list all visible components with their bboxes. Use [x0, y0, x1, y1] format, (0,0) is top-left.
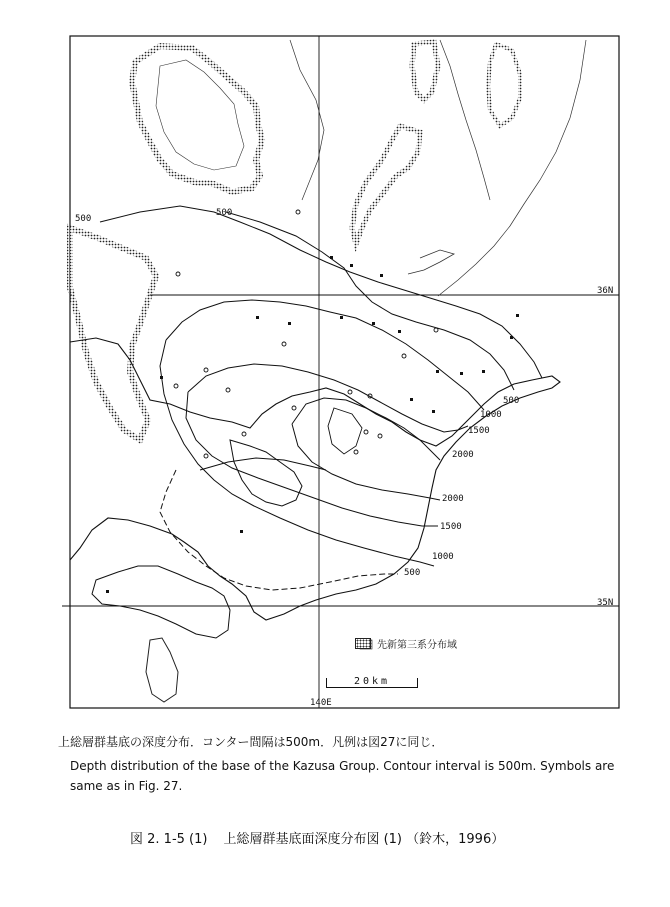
contour-label-500-south: 500: [404, 568, 421, 578]
scale-label: 20km: [353, 676, 391, 687]
coastline-bay-island: [328, 408, 362, 454]
contour-1000-north: [166, 300, 484, 410]
latitude-label-35n: 35N: [597, 598, 614, 608]
caption-english: Depth distribution of the base of the Kazusa Group. Contour interval is 500m. Symbols are same as in Fig. 27.: [70, 759, 615, 793]
borehole-open-symbols: [174, 210, 438, 458]
coastline-bay-inner: [230, 440, 302, 506]
contour-label-1000-east: 1000: [480, 410, 502, 420]
river-kinu: [440, 40, 490, 200]
map-legend: [355, 636, 457, 651]
scale-bar: [326, 676, 418, 690]
legend-label: 先新第三系分布域: [377, 640, 457, 651]
legend-swatch-icon: [355, 638, 371, 649]
pre-neogene-outcrop-kanto-west: [70, 228, 156, 440]
coastline-miura-izu: [92, 566, 230, 638]
scale-tick-left: [326, 678, 327, 688]
contour-label-2000-east: 2000: [452, 450, 474, 460]
figure-number: 図 2. 1-5 (1): [130, 832, 208, 847]
contour-label-500-top: 500: [216, 208, 233, 218]
coastline-tokyo-bay-boso: [70, 338, 560, 620]
pre-neogene-outcrop-tsukuba: [352, 126, 420, 244]
lake-kasumigaura: [408, 250, 454, 274]
contour-2000-south: [292, 424, 440, 500]
longitude-label-140e: 140E: [310, 698, 332, 708]
contour-500-north: [100, 206, 542, 378]
contour-label-1000-south: 1000: [432, 552, 454, 562]
contour-label-1500-south: 1500: [440, 522, 462, 532]
scale-line: [326, 687, 418, 688]
contour-label-500-left: 500: [75, 214, 92, 224]
pre-neogene-outcrop-yamizo: [412, 42, 438, 100]
scale-tick-right: [417, 678, 418, 688]
contour-1000-south: [160, 340, 434, 566]
contour-label-500-east: 500: [503, 396, 520, 406]
contour-label-1500-east: 1500: [468, 426, 490, 436]
figure-title-text: 上総層群基底面深度分布図 (1) （鈴木，1996）: [223, 832, 505, 847]
pre-neogene-outcrop-abukuma: [488, 44, 520, 126]
contour-500-south: [160, 470, 398, 590]
figure-title: [130, 828, 504, 847]
contour-1500-south: [186, 392, 438, 526]
caption-japanese: 上総層群基底の深度分布．コンター間隔は500m．凡例は図27に同じ．: [58, 735, 444, 749]
latitude-label-36n: 36N: [597, 286, 614, 296]
island-oshima: [146, 638, 178, 702]
contour-label-2000-south: 2000: [442, 494, 464, 504]
